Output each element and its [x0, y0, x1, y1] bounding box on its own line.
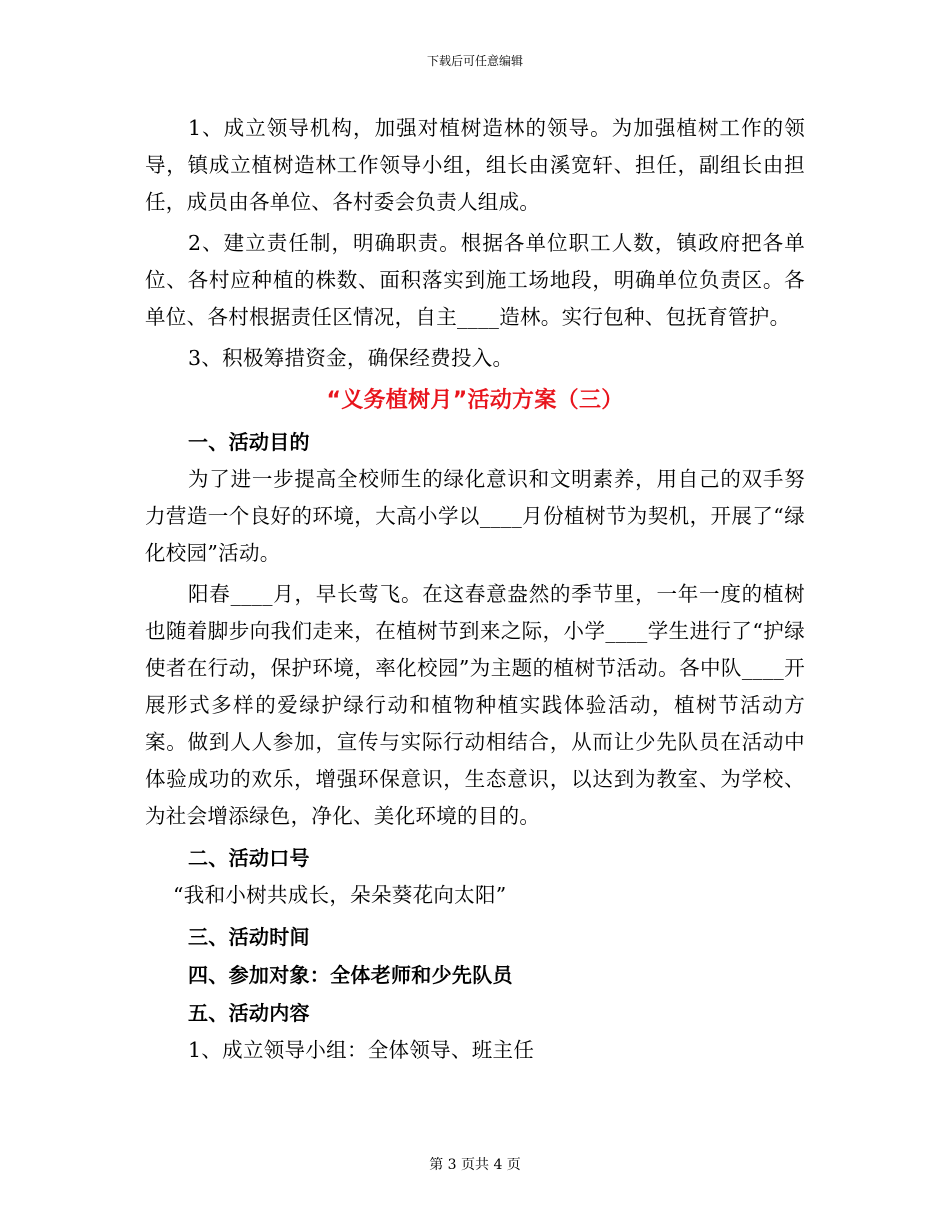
section-heading-slogan: 二、活动口号 — [188, 846, 310, 870]
slogan-text: “我和小树共成长，朵朵葵花向太阳” — [173, 883, 507, 907]
purpose-paragraph-1: 为了进一步提高全校师生的绿化意识和文明素养，用自己的双手努力营造一个良好的环境，大高小学以____月份植树节为契机，开展了“绿化校园”活动。 — [145, 467, 805, 565]
paragraph-item-1: 1、成立领导机构，加强对植树造林的领导。为加强植树工作的领导，镇成立植树造林工作领导小组，组长由溪宽轩、担任，副组长由担任，成员由各单位、各村委会负责人组成。 — [145, 116, 805, 214]
section-heading-time: 三、活动时间 — [188, 925, 310, 949]
section-heading-participants: 四、参加对象：全体老师和少先队员 — [188, 963, 513, 987]
paragraph-item-3: 3、积极筹措资金，确保经费投入。 — [188, 346, 514, 370]
paragraph-item-2: 2、建立责任制，明确职责。根据各单位职工人数，镇政府把各单位、各村应种植的株数、面积落实到施工场地段，明确单位负责区。各单位、各村根据责任区情况，自主____造林。实行包种、包抚育管护。 — [145, 231, 805, 329]
page-footer: 第 3 页共 4 页 — [429, 1157, 521, 1173]
page-header: 下载后可任意编辑 — [426, 54, 523, 68]
document-title: “义务植树月”活动方案（三） — [326, 388, 624, 413]
purpose-paragraph-2: 阳春____月，早长莺飞。在这春意盎然的季节里，一年一度的植树也随着脚步向我们走来，在植树节到来之际，小学____学生进行了“护绿使者在行动，保护环境，率化校园”为主题的植树节活动。各中队____开展形式多样的爱绿护绿行动和植物种植实践体验活动，植树节活动方案。做到人人参加，宣传与实际行动相结合，从而让少先队员在活动中体验成功的欢乐，增强环保意识，生态意识，以达到为教室、为学校、为社会增添绿色，净化、美化环境的目的。 — [145, 582, 805, 828]
document-body — [145, 110, 805, 1069]
content-item-1: 1、成立领导小组：全体领导、班主任 — [188, 1038, 535, 1062]
section-heading-content: 五、活动内容 — [188, 1001, 310, 1025]
section-heading-purpose: 一、活动目的 — [188, 430, 310, 454]
